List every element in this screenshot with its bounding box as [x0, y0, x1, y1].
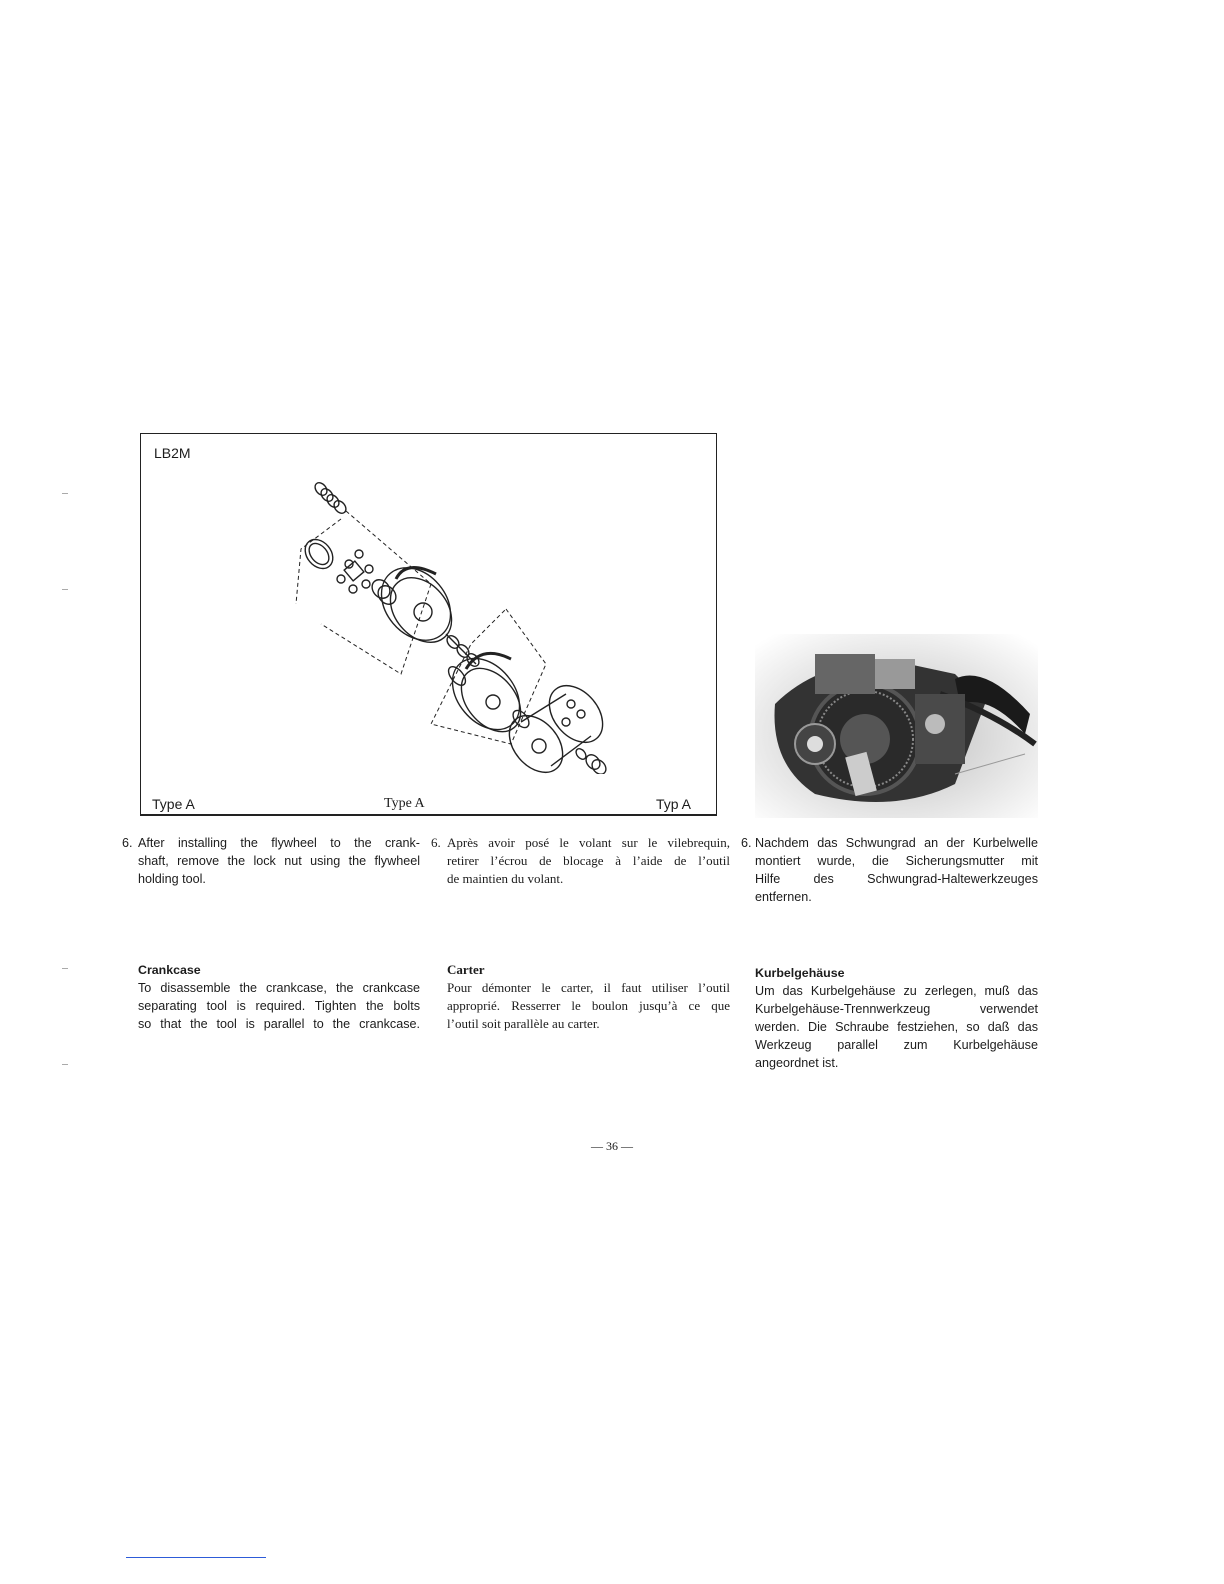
line: Um das Kurbelgehäuse zu zerlegen, muß das [755, 984, 1038, 998]
line: Kurbelgehäuse-Trennwerkzeug verwendet [755, 1002, 1038, 1016]
line: angeordnet ist. [755, 1056, 839, 1070]
line: Après avoir posé le volant sur le vilebrequin, [447, 835, 730, 850]
step-number: 6. [122, 836, 133, 850]
scan-mark [62, 589, 68, 590]
line: de maintien du volant. [447, 871, 564, 886]
line: Werkzeug parallel zum Kurbelgehäuse [755, 1038, 1038, 1052]
scan-mark [62, 1064, 68, 1065]
line: separating tool is required. Tighten the bolts [138, 999, 420, 1013]
clutch-exploded-diagram [281, 464, 611, 774]
line: entfernen. [755, 890, 812, 904]
line: montiert wurde, die Sicherungsmutter mit [755, 854, 1038, 868]
line: Nachdem das Schwungrad an der Kurbelwelle [755, 836, 1038, 850]
line: shaft, remove the lock nut using the flywheel [138, 854, 420, 868]
line: retirer l’écrou de blocage à l’aide de l’outil [447, 853, 730, 868]
line: Pour démonter le carter, il faut utiliser l’outil [447, 980, 730, 995]
figure-bottom-rule [141, 814, 716, 815]
line: holding tool. [138, 872, 206, 886]
model-label: LB2M [154, 445, 191, 461]
line: werden. Die Schraube festziehen, so daß das [755, 1020, 1038, 1034]
line: approprié. Resserrer le boulon jusqu’à ce que [447, 998, 730, 1013]
step-number: 6. [741, 836, 752, 850]
section-heading: Kurbelgehäuse [755, 966, 845, 980]
line: l’outil soit parallèle au carter. [447, 1016, 600, 1031]
crankcase-fr [447, 961, 730, 1033]
caption-fr: Type A [384, 796, 425, 811]
line: Hilfe des Schwungrad-Haltewerkzeuges [755, 872, 1038, 886]
crankcase-en [138, 961, 420, 1033]
caption-en: Type A [152, 796, 195, 812]
section-heading: Carter [447, 962, 485, 977]
scan-mark [62, 493, 68, 494]
footnote-rule [126, 1557, 266, 1558]
caption-de: Typ A [656, 796, 692, 812]
step-number: 6. [431, 835, 441, 850]
page-number: — 36 — [591, 1139, 633, 1153]
line: After installing the flywheel to the crank- [138, 836, 420, 850]
section-heading: Crankcase [138, 963, 201, 977]
step6-fr [431, 834, 730, 888]
line: To disassemble the crankcase, the crankcase [138, 981, 420, 995]
scan-mark [62, 968, 68, 969]
exploded-view-figure [140, 433, 717, 816]
line: so that the tool is parallel to the crankcase. [138, 1017, 420, 1031]
crankcase-de [755, 964, 1038, 1072]
step6-de [741, 834, 1038, 906]
step6-en [122, 834, 420, 888]
engine-photo [755, 634, 1038, 818]
